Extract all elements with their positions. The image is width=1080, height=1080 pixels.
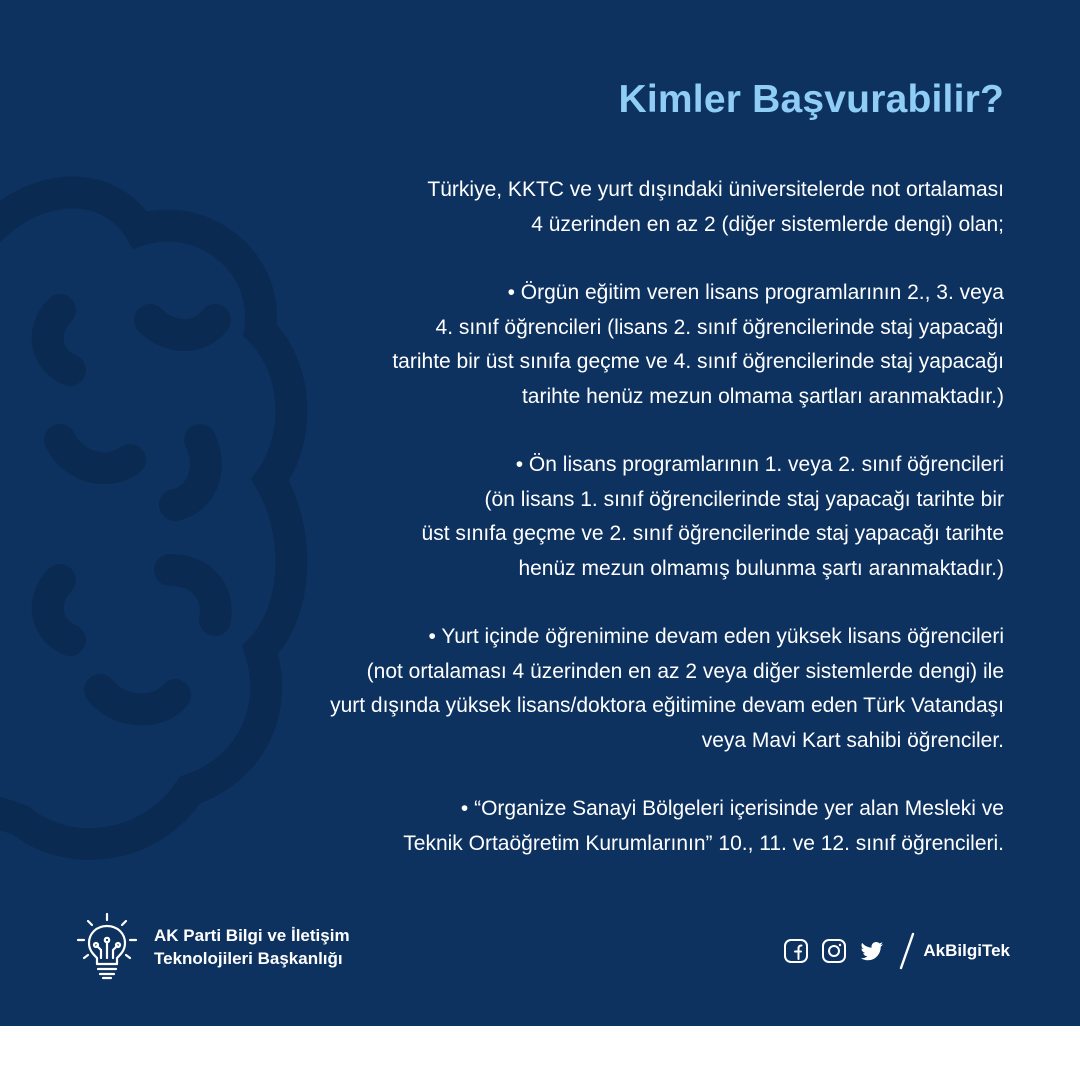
lightbulb-icon	[76, 912, 138, 982]
bullet-line: • Örgün eğitim veren lisans programlarının 2., 3. veya	[507, 281, 1004, 304]
bullet-line: tarihte bir üst sınıfa geçme ve 4. sınıf öğrencilerinde staj yapacağı	[392, 350, 1004, 373]
bullet-line: veya Mavi Kart sahibi öğrenciler.	[701, 728, 1004, 752]
instagram-icon[interactable]	[821, 938, 847, 964]
bullet-on-lisans	[184, 448, 1004, 586]
org-name-line2: Teknolojileri Başkanlığı	[154, 949, 343, 968]
bullet-line: (not ortalaması 4 üzerinden en az 2 veya diğer sistemlerde dengi) ile	[366, 659, 1004, 683]
social-handle[interactable]: AkBilgiTek	[923, 941, 1010, 960]
bullet-line: • Ön lisans programlarının 1. veya 2. sınıf öğrencileri	[515, 453, 1004, 476]
social-handles	[783, 932, 1010, 970]
page-title: Kimler Başvurabilir?	[618, 78, 1004, 121]
bullet-line: henüz mezun olmamış bulunma şartı aranmaktadır.)	[518, 556, 1004, 580]
bullet-mesleki	[184, 792, 1004, 861]
facebook-icon[interactable]	[783, 938, 809, 964]
bullet-line: (ön lisans 1. sınıf öğrencilerinde staj yapacağı tarihte bir	[484, 487, 1004, 511]
organization-logo	[76, 912, 350, 982]
bullet-line: • Yurt içinde öğrenimine devam eden yüksek lisans öğrencileri	[428, 625, 1004, 648]
bullet-line: Teknik Ortaöğretim Kurumlarının” 10., 11. ve 12. sınıf öğrencileri.	[403, 831, 1004, 855]
bullet-yuksek-lisans	[184, 620, 1004, 758]
slash-divider-icon	[897, 932, 917, 970]
intro-paragraph	[184, 173, 1004, 242]
bullet-line: yurt dışında yüksek lisans/doktora eğitimine devam eden Türk Vatandaşı	[330, 694, 1004, 717]
twitter-icon[interactable]	[859, 938, 885, 964]
intro-line: Türkiye, KKTC ve yurt dışındaki üniversitelerde not ortalaması	[427, 178, 1004, 201]
bullet-line: • “Organize Sanayi Bölgeleri içerisinde yer alan Mesleki ve	[460, 797, 1004, 820]
bullet-line: 4. sınıf öğrencileri (lisans 2. sınıf öğrencilerinde staj yapacağı	[435, 315, 1004, 339]
bullet-line: üst sınıfa geçme ve 2. sınıf öğrencilerinde staj yapacağı tarihte	[421, 522, 1004, 545]
bullet-line: tarihte henüz mezun olmama şartları aranmaktadır.)	[521, 384, 1004, 408]
org-name-line1: AK Parti Bilgi ve İletişim	[154, 926, 350, 945]
intro-line: 4 üzerinden en az 2 (diğer sistemlerde dengi) olan;	[531, 212, 1004, 236]
eligibility-content	[184, 173, 1004, 861]
bullet-lisans	[184, 276, 1004, 414]
organization-name	[154, 924, 350, 970]
